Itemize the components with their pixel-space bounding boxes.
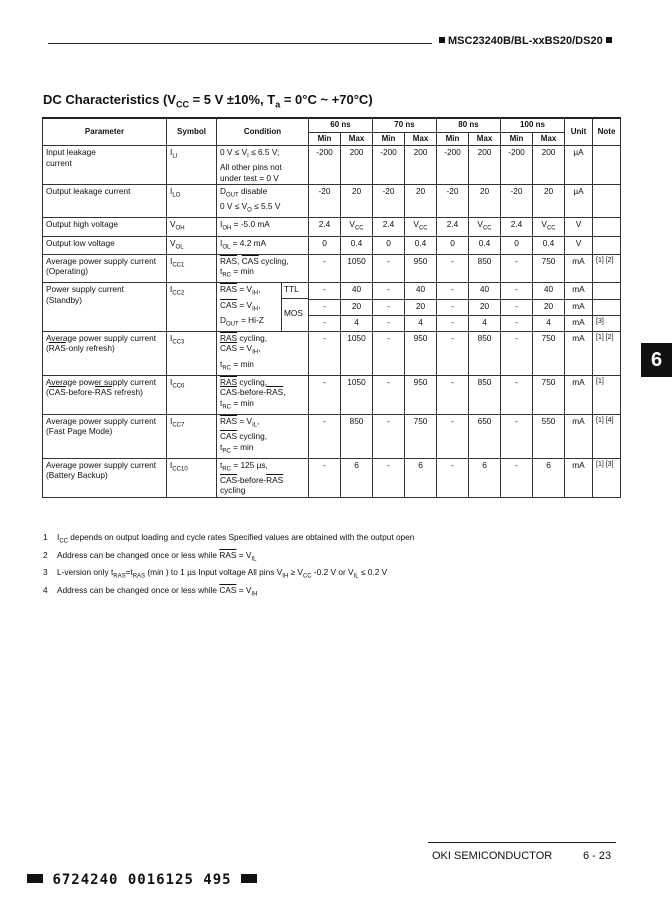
max-value-cell: 950 bbox=[405, 254, 437, 283]
min-value-cell: - bbox=[373, 254, 405, 283]
min-value-cell: - bbox=[437, 254, 469, 283]
min-value-cell: 2.4 bbox=[309, 218, 341, 236]
note-cell bbox=[593, 146, 621, 185]
parameter-cell: Output leakage current bbox=[43, 185, 167, 218]
min-value-cell: 2.4 bbox=[373, 218, 405, 236]
header-rule bbox=[48, 43, 432, 44]
max-value-cell: 950 bbox=[405, 375, 437, 414]
unit-cell: V bbox=[565, 218, 593, 236]
unit-cell: mA bbox=[565, 299, 593, 315]
min-value-cell: 0 bbox=[501, 236, 533, 254]
min-value-cell: - bbox=[437, 414, 469, 458]
min-value-cell: - bbox=[373, 283, 405, 299]
min-value-cell: 0 bbox=[373, 236, 405, 254]
unit-cell: mA bbox=[565, 331, 593, 375]
header-speed: 80 ns bbox=[437, 118, 501, 132]
condition-cell: $t_{RC} = 125$ µs, $\overline{CAS}-before-\overline{RAS}$ cycling bbox=[217, 458, 309, 497]
max-value-cell: 20 bbox=[341, 185, 373, 218]
header-min: Min bbox=[309, 132, 341, 146]
section-tab: 6 bbox=[641, 343, 672, 377]
max-value-cell: 750 bbox=[405, 414, 437, 458]
symbol-cell: $I_{LI}$ bbox=[167, 146, 217, 185]
condition-cell: $I_{OH} = -5.0$ mA bbox=[217, 218, 309, 236]
header-unit: Unit bbox=[565, 118, 593, 146]
note-cell bbox=[593, 218, 621, 236]
min-value-cell: -20 bbox=[501, 185, 533, 218]
table-row bbox=[43, 146, 621, 185]
footer-company: OKI SEMICONDUCTOR bbox=[432, 850, 553, 862]
max-value-cell: 200 bbox=[469, 146, 501, 185]
header-speed: 60 ns bbox=[309, 118, 373, 132]
symbol-cell: $V_{OH}$ bbox=[167, 218, 217, 236]
table-row bbox=[43, 458, 621, 497]
min-value-cell: - bbox=[501, 458, 533, 497]
table-header-speed-row bbox=[43, 118, 621, 132]
table-row bbox=[43, 185, 621, 218]
parameter-cell: Average power supply current (Operating) bbox=[43, 254, 167, 283]
min-value-cell: 0 bbox=[309, 236, 341, 254]
barcode-text: 6724240 0016125 495 bbox=[52, 872, 232, 888]
parameter-cell: Input leakage current bbox=[43, 146, 167, 185]
unit-cell: mA bbox=[565, 315, 593, 331]
condition-cell: 0 $V \le V_I \le 6.5$ V; All other pins not under test = 0 V bbox=[217, 146, 309, 185]
min-value-cell: 0 bbox=[437, 236, 469, 254]
max-value-cell: 20 bbox=[341, 299, 373, 315]
note-cell bbox=[593, 185, 621, 218]
note-cell: [1] [2] bbox=[593, 331, 621, 375]
header-condition: Condition bbox=[217, 118, 309, 146]
condition-cell: $\overline{RAS}$ cycling, $\overline{CAS} = V_{IH}$, $t_{RC} = \min$ bbox=[217, 331, 309, 375]
min-value-cell: - bbox=[437, 315, 469, 331]
max-value-cell: 20 bbox=[405, 185, 437, 218]
max-value-cell: 6 bbox=[405, 458, 437, 497]
max-value-cell: 1050 bbox=[341, 254, 373, 283]
parameter-cell: Average power supply current ($\overline{CAS}-before-\overline{RAS}$ refresh) bbox=[43, 375, 167, 414]
symbol-cell: $V_{OL}$ bbox=[167, 236, 217, 254]
max-value-cell: 4 bbox=[469, 315, 501, 331]
footnotes bbox=[43, 531, 414, 602]
section-title: DC Characteristics ($V_{CC} = 5$ V ±10%, $T_a = 0^\circ C$ ~ +70°C) bbox=[43, 92, 373, 110]
min-value-cell: - bbox=[373, 315, 405, 331]
max-value-cell: 850 bbox=[469, 254, 501, 283]
max-value-cell: 6 bbox=[533, 458, 565, 497]
parameter-cell: Power supply current (Standby) bbox=[43, 283, 167, 331]
min-value-cell: -20 bbox=[373, 185, 405, 218]
min-value-cell: - bbox=[309, 315, 341, 331]
note-cell: [1] [3] bbox=[593, 458, 621, 497]
symbol-cell: $I_{CC10}$ bbox=[167, 458, 217, 497]
header-max: Max bbox=[405, 132, 437, 146]
note-cell bbox=[593, 236, 621, 254]
min-value-cell: - bbox=[437, 331, 469, 375]
table-row bbox=[43, 414, 621, 458]
min-value-cell: - bbox=[309, 414, 341, 458]
min-value-cell: -20 bbox=[437, 185, 469, 218]
min-value-cell: 2.4 bbox=[437, 218, 469, 236]
max-value-cell: 750 bbox=[533, 331, 565, 375]
condition-cell: $D_{OUT}$ disable 0 $V \le V_O \le 5.5$ V bbox=[217, 185, 309, 218]
header-max: Max bbox=[533, 132, 565, 146]
max-value-cell: 850 bbox=[469, 331, 501, 375]
condition-cell: $\overline{RAS} = V_{IL}$, $\overline{CAS}$ cycling, $t_{PC} = \min$ bbox=[217, 414, 309, 458]
min-value-cell: - bbox=[501, 375, 533, 414]
table-row bbox=[43, 236, 621, 254]
min-value-cell: -200 bbox=[309, 146, 341, 185]
max-value-cell: 4 bbox=[405, 315, 437, 331]
max-value-cell: 20 bbox=[533, 299, 565, 315]
note-cell: [3] bbox=[593, 315, 621, 331]
max-value-cell: 20 bbox=[469, 185, 501, 218]
note-cell: [1] [4] bbox=[593, 414, 621, 458]
header-symbol: Symbol bbox=[167, 118, 217, 146]
min-value-cell: - bbox=[309, 254, 341, 283]
condition-cell: $\overline{RAS} = V_{IH}$, $\overline{CAS} = V_{IH}$, $D_{OUT} = Hi-Z$ TTL MOS bbox=[217, 283, 309, 331]
barcode-block-icon bbox=[27, 874, 43, 883]
max-value-cell: 4 bbox=[341, 315, 373, 331]
unit-cell: mA bbox=[565, 375, 593, 414]
min-value-cell: -200 bbox=[373, 146, 405, 185]
header-note: Note bbox=[593, 118, 621, 146]
max-value-cell: 6 bbox=[341, 458, 373, 497]
footnote-item: 2 Address can be changed once or less while $\overline{RAS} = V_{IL}$ bbox=[43, 549, 257, 563]
max-value-cell: 20 bbox=[469, 299, 501, 315]
max-value-cell: 40 bbox=[533, 283, 565, 299]
max-value-cell: $V_{CC}$ bbox=[405, 218, 437, 236]
unit-cell: mA bbox=[565, 458, 593, 497]
max-value-cell: 6 bbox=[469, 458, 501, 497]
max-value-cell: 0.4 bbox=[469, 236, 501, 254]
max-value-cell: 40 bbox=[469, 283, 501, 299]
symbol-cell: $I_{CC7}$ bbox=[167, 414, 217, 458]
max-value-cell: $V_{CC}$ bbox=[341, 218, 373, 236]
min-value-cell: - bbox=[437, 375, 469, 414]
barcode-block-icon bbox=[241, 874, 257, 883]
max-value-cell: 1050 bbox=[341, 331, 373, 375]
min-value-cell: - bbox=[309, 458, 341, 497]
max-value-cell: 20 bbox=[533, 185, 565, 218]
square-bullet-icon bbox=[439, 37, 445, 43]
max-value-cell: 200 bbox=[405, 146, 437, 185]
symbol-cell: $I_{CC1}$ bbox=[167, 254, 217, 283]
max-value-cell: 0.4 bbox=[405, 236, 437, 254]
max-value-cell: 0.4 bbox=[533, 236, 565, 254]
min-value-cell: - bbox=[309, 283, 341, 299]
symbol-cell: $I_{CC6}$ bbox=[167, 375, 217, 414]
condition-cell: $\overline{RAS}$ cycling, $\overline{CAS}-before-\overline{RAS}$, $t_{RC} = \min$ bbox=[217, 375, 309, 414]
symbol-cell: $I_{LO}$ bbox=[167, 185, 217, 218]
max-value-cell: 0.4 bbox=[341, 236, 373, 254]
min-value-cell: - bbox=[501, 299, 533, 315]
min-value-cell: 2.4 bbox=[501, 218, 533, 236]
header-min: Min bbox=[501, 132, 533, 146]
max-value-cell: 40 bbox=[405, 283, 437, 299]
unit-cell: µA bbox=[565, 146, 593, 185]
unit-cell: mA bbox=[565, 283, 593, 299]
footer-rule bbox=[428, 842, 616, 843]
max-value-cell: 650 bbox=[469, 414, 501, 458]
min-value-cell: - bbox=[309, 375, 341, 414]
table-row bbox=[43, 375, 621, 414]
min-value-cell: - bbox=[373, 414, 405, 458]
min-value-cell: -200 bbox=[501, 146, 533, 185]
header-part-number: MSC23240B/BL-xxBS20/DS20 bbox=[436, 35, 615, 47]
min-value-cell: - bbox=[501, 331, 533, 375]
max-value-cell: 20 bbox=[405, 299, 437, 315]
header-min: Min bbox=[437, 132, 469, 146]
min-value-cell: - bbox=[373, 458, 405, 497]
header-speed: 70 ns bbox=[373, 118, 437, 132]
min-value-cell: - bbox=[501, 283, 533, 299]
condition-cell: $\overline{RAS}$, $\overline{CAS}$ cycling, $t_{RC} = \min$ bbox=[217, 254, 309, 283]
min-value-cell: - bbox=[437, 283, 469, 299]
header-max: Max bbox=[469, 132, 501, 146]
parameter-cell: Output low voltage bbox=[43, 236, 167, 254]
max-value-cell: 850 bbox=[341, 414, 373, 458]
min-value-cell: -20 bbox=[309, 185, 341, 218]
condition-cell: $I_{OL} = 4.2$ mA bbox=[217, 236, 309, 254]
page-number: 6 - 23 bbox=[583, 850, 612, 862]
max-value-cell: 200 bbox=[341, 146, 373, 185]
max-value-cell: $V_{CC}$ bbox=[469, 218, 501, 236]
note-cell bbox=[593, 299, 621, 315]
max-value-cell: 850 bbox=[469, 375, 501, 414]
footnote-item: 3 L-version only $t_{RAS}=t_{RAS}$ (min ) to 1 µs Input voltage All pins $V_{IH} \ge V_{CC}$ -0.2 V or $V_{IL} \le 0.2$ V bbox=[43, 567, 388, 580]
header-parameter: Parameter bbox=[43, 118, 167, 146]
dc-characteristics-table bbox=[42, 117, 621, 498]
min-value-cell: - bbox=[437, 458, 469, 497]
min-value-cell: -200 bbox=[437, 146, 469, 185]
min-value-cell: - bbox=[437, 299, 469, 315]
max-value-cell: 1050 bbox=[341, 375, 373, 414]
table-row bbox=[43, 218, 621, 236]
min-value-cell: - bbox=[373, 331, 405, 375]
note-cell: [1] [2] bbox=[593, 254, 621, 283]
footnote-item: 4 Address can be changed once or less while $\overline{CAS} = V_{IH}$ bbox=[43, 584, 258, 598]
barcode-line bbox=[27, 872, 257, 888]
note-cell: [1] bbox=[593, 375, 621, 414]
min-value-cell: - bbox=[309, 299, 341, 315]
parameter-cell: Average power supply current (Fast Page Mode) bbox=[43, 414, 167, 458]
parameter-cell: Output high voltage bbox=[43, 218, 167, 236]
header-speed: 100 ns bbox=[501, 118, 565, 132]
max-value-cell: 750 bbox=[533, 254, 565, 283]
unit-cell: µA bbox=[565, 185, 593, 218]
min-value-cell: - bbox=[309, 331, 341, 375]
max-value-cell: 40 bbox=[341, 283, 373, 299]
max-value-cell: 4 bbox=[533, 315, 565, 331]
min-value-cell: - bbox=[373, 299, 405, 315]
parameter-cell: Average power supply current ($\overline{RAS}$-only refresh) bbox=[43, 331, 167, 375]
note-cell bbox=[593, 283, 621, 299]
header-min: Min bbox=[373, 132, 405, 146]
max-value-cell: 200 bbox=[533, 146, 565, 185]
min-value-cell: - bbox=[501, 414, 533, 458]
table-row bbox=[43, 331, 621, 375]
symbol-cell: $I_{CC2}$ bbox=[167, 283, 217, 331]
min-value-cell: - bbox=[373, 375, 405, 414]
max-value-cell: 550 bbox=[533, 414, 565, 458]
max-value-cell: 750 bbox=[533, 375, 565, 414]
square-bullet-icon bbox=[606, 37, 612, 43]
unit-cell: V bbox=[565, 236, 593, 254]
symbol-cell: $I_{CC3}$ bbox=[167, 331, 217, 375]
unit-cell: mA bbox=[565, 254, 593, 283]
header-max: Max bbox=[341, 132, 373, 146]
max-value-cell: 950 bbox=[405, 331, 437, 375]
footnote-item: 1 $I_{CC}$ depends on output loading and cycle rates Specified values are obtained with the output open bbox=[43, 532, 415, 545]
min-value-cell: - bbox=[501, 254, 533, 283]
table-row bbox=[43, 283, 621, 299]
table-row bbox=[43, 254, 621, 283]
parameter-cell: Average power supply current (Battery Backup) bbox=[43, 458, 167, 497]
unit-cell: mA bbox=[565, 414, 593, 458]
min-value-cell: - bbox=[501, 315, 533, 331]
max-value-cell: $V_{CC}$ bbox=[533, 218, 565, 236]
